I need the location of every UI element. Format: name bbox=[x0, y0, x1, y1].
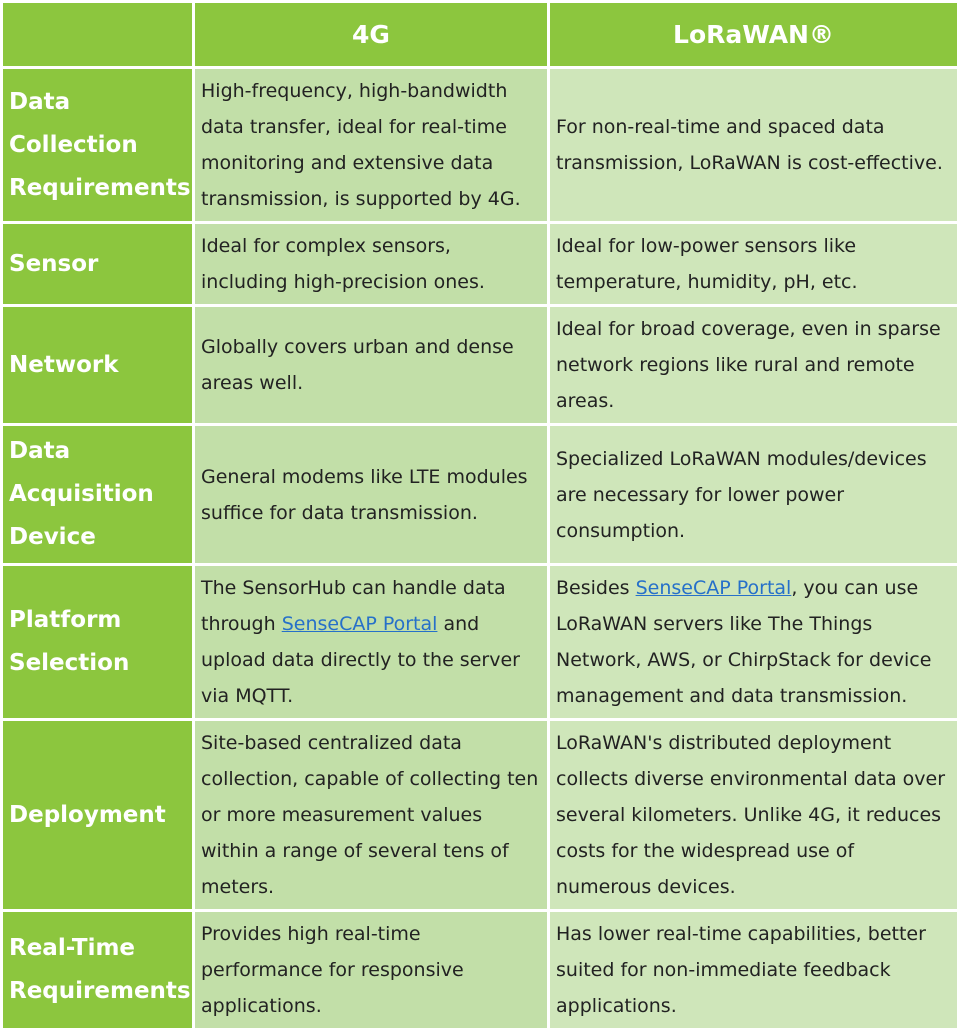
cell-lorawan: For non-real-time and spaced data transmission, LoRaWAN is cost-effective. bbox=[549, 68, 959, 223]
sensecap-portal-link[interactable]: SenseCAP Portal bbox=[281, 613, 438, 635]
corner-cell bbox=[2, 2, 194, 68]
cell-lorawan: Has lower real-time capabilities, better suited for non-immediate feedback applications. bbox=[549, 911, 959, 1030]
cell-4g: Globally covers urban and dense areas well. bbox=[194, 306, 549, 425]
table-row bbox=[2, 911, 959, 1030]
cell-text: Besides bbox=[556, 577, 636, 599]
cell-4g: Provides high real-time performance for responsive applications. bbox=[194, 911, 549, 1030]
table-row bbox=[2, 68, 959, 223]
cell-text: The SensorHub can handle data through bbox=[201, 577, 506, 635]
table-row bbox=[2, 720, 959, 911]
row-header: Real-Time Requirements bbox=[2, 911, 194, 1030]
row-header: Data Collection Requirements bbox=[2, 68, 194, 223]
row-header: Sensor bbox=[2, 223, 194, 306]
cell-4g bbox=[194, 565, 549, 720]
column-header-4g: 4G bbox=[194, 2, 549, 68]
row-header: Platform Selection bbox=[2, 565, 194, 720]
cell-4g: Ideal for complex sensors, including high-precision ones. bbox=[194, 223, 549, 306]
cell-lorawan: LoRaWAN's distributed deployment collects diverse environmental data over several kilometers. Unlike 4G, it reduces costs for the widespread use of numerous devices. bbox=[549, 720, 959, 911]
sensecap-portal-link[interactable]: SenseCAP Portal bbox=[635, 577, 792, 599]
cell-4g: High-frequency, high-bandwidth data transfer, ideal for real-time monitoring and extensive data transmission, is supported by 4G. bbox=[194, 68, 549, 223]
cell-lorawan bbox=[549, 565, 959, 720]
cell-lorawan: Ideal for low-power sensors like temperature, humidity, pH, etc. bbox=[549, 223, 959, 306]
table-row bbox=[2, 223, 959, 306]
cell-4g: General modems like LTE modules suffice for data transmission. bbox=[194, 425, 549, 565]
cell-text: , you can use LoRaWAN servers like The Things Network, AWS, or ChirpStack for device management and data transmission. bbox=[556, 577, 932, 707]
table-row bbox=[2, 306, 959, 425]
column-header-lorawan: LoRaWAN® bbox=[549, 2, 959, 68]
cell-text: and upload data directly to the server via MQTT. bbox=[201, 613, 520, 707]
row-header: Data Acquisition Device bbox=[2, 425, 194, 565]
cell-4g: Site-based centralized data collection, capable of collecting ten or more measurement values within a range of several tens of meters. bbox=[194, 720, 549, 911]
cell-lorawan: Specialized LoRaWAN modules/devices are necessary for lower power consumption. bbox=[549, 425, 959, 565]
cell-lorawan: Ideal for broad coverage, even in sparse network regions like rural and remote areas. bbox=[549, 306, 959, 425]
row-header: Deployment bbox=[2, 720, 194, 911]
table-row bbox=[2, 565, 959, 720]
header-row bbox=[2, 2, 959, 68]
row-header: Network bbox=[2, 306, 194, 425]
table-row bbox=[2, 425, 959, 565]
